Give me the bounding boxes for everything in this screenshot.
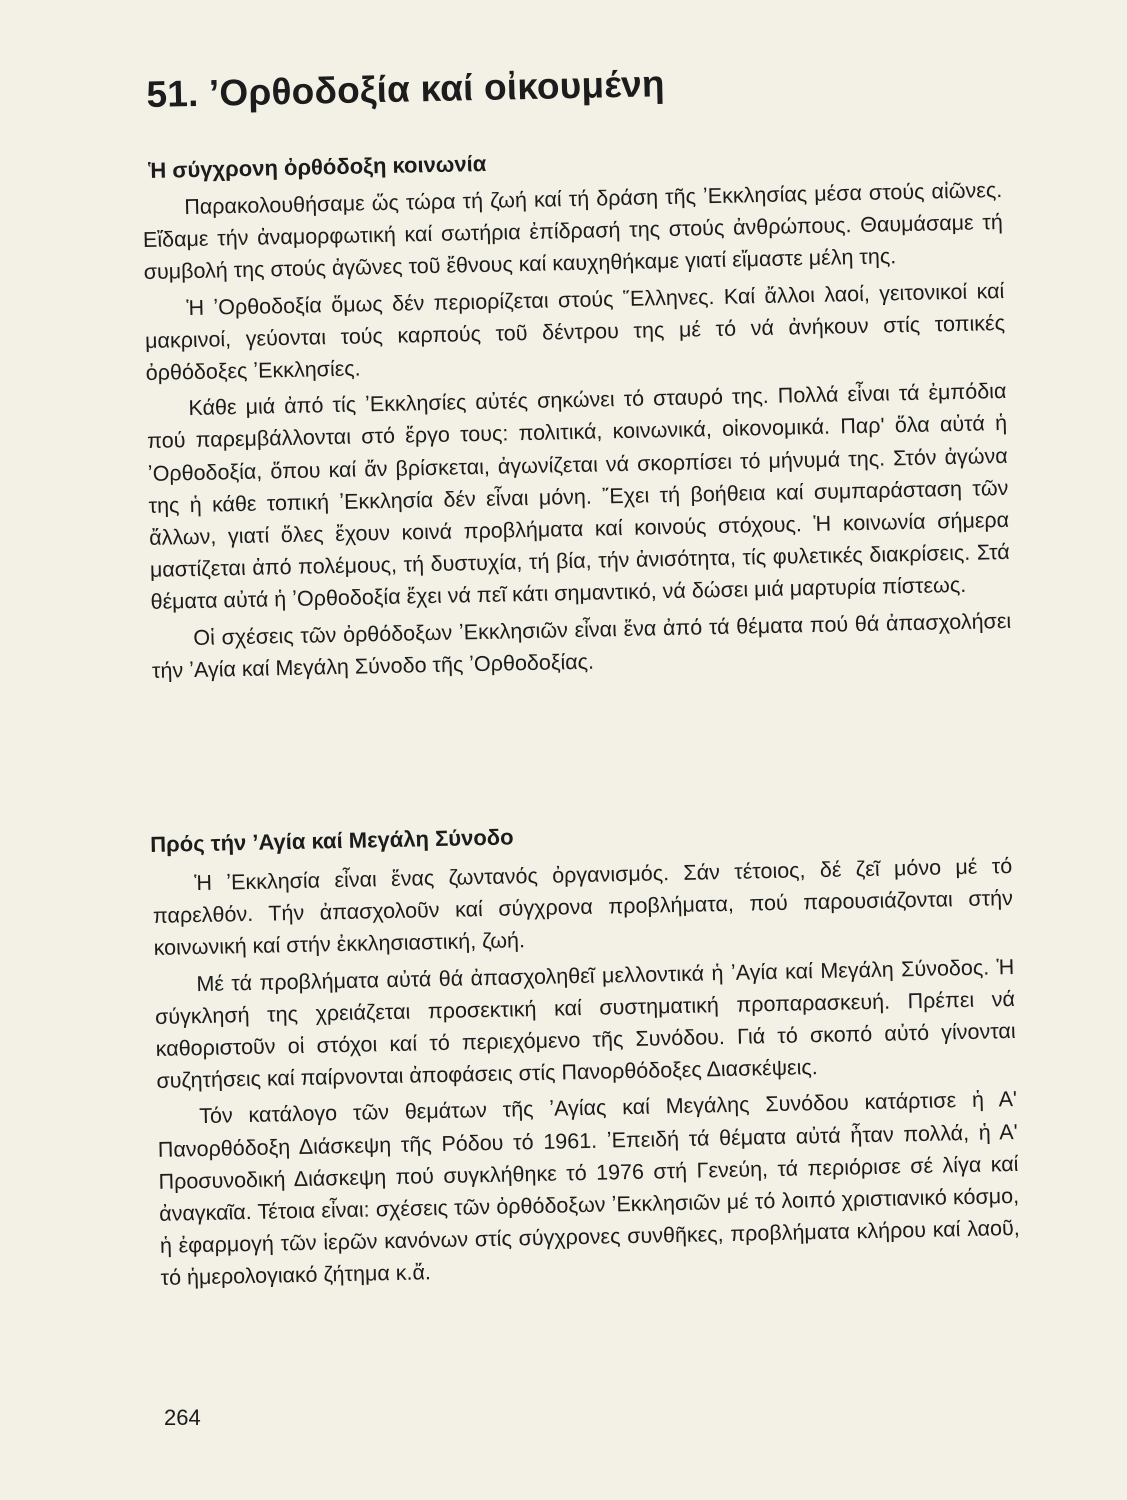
paragraph: Οἱ σχέσεις τῶν ὀρθόδοξων ʼΕκκλησιῶν εἶναι ἕνα ἀπό τά θέματα πού θά ἀπασχολήσει τήν ʼΑγία καί Μεγάλη Σύνοδο τῆς ʼΟρθοδοξίας. xyxy=(151,608,1012,683)
paragraph: Ἡ ʼΟρθοδοξία ὅμως δέν περιορίζεται στούς ῞Ελληνες. Καί ἄλλοι λαοί, γειτονικοί καί μακρινοί, γεύονται τούς καρπούς τοῦ δέντρου της μέ τό νά ἀνήκουν στίς τοπικές ὀρθόδοξες ʼΕκκλησίες. xyxy=(144,278,1006,385)
page-number: 264 xyxy=(164,1405,201,1430)
paragraph: Κάθε μιά ἀπό τίς ʼΕκκλησίες αὐτές σηκώνει τό σταυρό της. Πολλά εἶναι τά ἐμπόδια πού παρεμβάλλονται στό ἔργο τους: πολιτικά, κοινωνικά, οἰκονομικά. Παρ' ὅλα αὐτά ἡ ʼΟρθοδοξία, ὅπου καί ἄν βρίσκεται, ἀγωνίζεται νά σκορπίσει τό μήνυμά της. Στόν ἀγώνα της ἡ κάθε τοπική ʼΕκκλησία δέν εἶναι μόνη. ῎Εχει τή βοήθεια καί συμπαράσταση τῶν ἄλλων, γιατί ὅλες ἔχουν κοινά προβλήματα καί κοινούς στόχους. Ἡ κοινωνία σήμερα μαστίζεται ἀπό πολέμους, τή δυστυχία, τή βία, τήν ἀνισότητα, τίς φυλετικές διακρίσεις. Στά θέματα αὐτά ἡ ʼΟρθοδοξία ἔχει νά πεῖ κάτι σημαντικό, νά δώσει μιά μαρτυρία πίστεως. xyxy=(146,379,1010,615)
paragraph: Τόν κατάλογο τῶν θεμάτων τῆς ʼΑγίας καί Μεγάλης Συνόδου κατάρτισε ἡ Α' Πανορθόδοξη Διάσκεψη τῆς Ρόδου τό 1961. ʼΕπειδή τά θέματα αὐτά ἦταν πολλά, ἡ Α' Προσυνοδική Διάσκεψη πού συγκλήθηκε τό 1976 στή Γενεύη, τά περιόρισε σέ λίγα καί ἀναγκαῖα. Τέτοια εἶναι: σχέσεις τῶν ὀρθόδοξων ʼΕκκλησιῶν μέ τό λοιπό χριστιανικό κόσμο, ἡ ἐφαρμογή τῶν ἱερῶν κανόνων στίς σύγχρονες συνθῆκες, προβλήματα κλήρου καί λαοῦ, τό ἡμερολογιακό ζήτημα κ.ἄ. xyxy=(157,1087,1020,1291)
paragraph: Παρακολουθήσαμε ὥς τώρα τή ζωή καί τή δράση τῆς ʼΕκκλησίας μέσα στούς αἰῶνες. Εἴδαμε τήν ἀναμορφωτική καί σωτήρια ἐπίδρασή της στούς ἀνθρώπους. Θαυμάσαμε τή συμβολή της στούς ἀγῶνες τοῦ ἔθνους καί καυχηθήκαμε γιατί εἴμαστε μέλη της. xyxy=(142,177,1004,285)
section-2-body xyxy=(152,850,1021,1299)
section-1-body xyxy=(142,174,1012,691)
chapter-title: 51. ʼΟρθοδοξία καί οἰκουμένη xyxy=(146,63,666,115)
section-heading-holy-great-synod: Πρός τήν ʼΑγία καί Μεγάλη Σύνοδο xyxy=(150,824,514,857)
paragraph: Μέ τά προβλήματα αὐτά θά ἀπασχοληθεῖ μελλοντικά ἡ ʼΑγία καί Μεγάλη Σύνοδος. Ἡ σύγκλησή της χρειάζεται προσεκτική καί συστηματική προπαρασκευή. Πρέπει νά καθοριστοῦν οἱ στόχοι καί τό περιεχόμενο τῆς Συνόδου. Γιά τό σκοπό αὐτό γίνονται συζητήσεις καί παίρνονται ἀποφάσεις στίς Πανορθόδοξες Διασκέψεις. xyxy=(154,954,1016,1094)
paragraph: Ἡ ʼΕκκλησία εἶναι ἕνας ζωντανός ὀργανισμός. Σάν τέτοιος, δέ ζεῖ μόνο μέ τό παρελθόν. Τήν ἀπασχολοῦν καί σύγχρονα προβλήματα, πού παρουσιάζονται στήν κοινωνική καί στήν ἐκκλησιαστική, ζωή. xyxy=(152,853,1014,961)
section-heading-contemporary-orthodox-society: Ἡ σύγχρονη ὀρθόδοξη κοινωνία xyxy=(148,150,487,183)
